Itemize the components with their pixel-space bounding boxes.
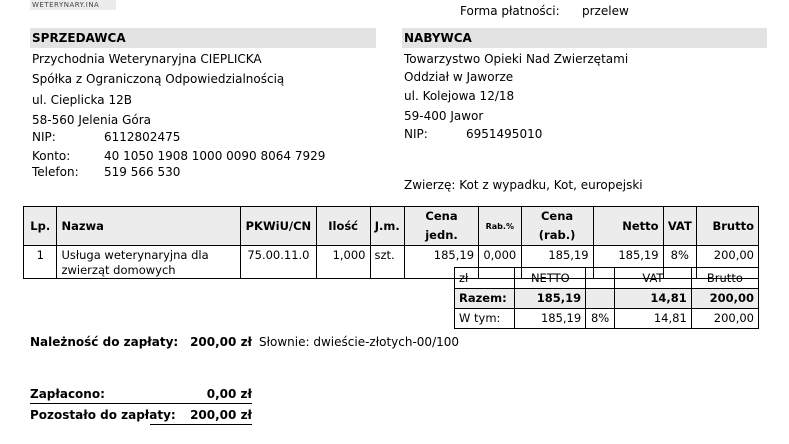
summary-col-net: NETTO: [515, 268, 586, 289]
paid-label: Zapłacono:: [30, 387, 105, 401]
col-header-unit: J.m.: [370, 207, 404, 246]
seller-phone-value: 519 566 530: [104, 165, 181, 179]
item-net: 185,19: [593, 246, 663, 279]
vat-summary-table: [454, 267, 759, 329]
summary-total-net: 185,19: [515, 289, 586, 309]
col-header-price: Cena jedn.: [404, 207, 478, 246]
buyer-name: Towarzystwo Opieki Nad Zwierzętami: [404, 52, 629, 66]
seller-account-label: Konto:: [32, 149, 71, 163]
summary-incl-vat: 14,81: [614, 309, 691, 329]
paid-divider: [30, 403, 252, 404]
item-qty: 1,000: [316, 246, 370, 279]
amount-due-label: Należność do zapłaty:: [30, 335, 179, 349]
seller-section-title: SPRZEDAWCA: [30, 28, 376, 48]
item-name: [57, 246, 241, 279]
seller-nip-label: NIP:: [32, 130, 56, 144]
item-unit: szt.: [370, 246, 404, 279]
buyer-nip-value: 6951495010: [466, 127, 543, 141]
summary-incl-rate: 8%: [586, 309, 615, 329]
summary-incl-gross: 200,00: [691, 309, 758, 329]
col-header-pkwiu: PKWiU/CN: [241, 207, 317, 246]
summary-total-label: Razem:: [455, 289, 515, 309]
amount-due-value: 200,00 zł: [190, 335, 252, 349]
summary-incl-label: W tym:: [455, 309, 515, 329]
paid-value: 0,00 zł: [206, 387, 252, 401]
col-header-net: Netto: [593, 207, 663, 246]
seller-account-value: 40 1050 1908 1000 0090 8064 7929: [104, 149, 326, 163]
summary-col-vat: VAT: [614, 268, 691, 289]
item-name-line2: zwierząt domowych: [61, 263, 176, 277]
item-pkwiu: 75.00.11.0: [241, 246, 317, 279]
item-name-line1: Usługa weterynaryjna dla: [61, 248, 209, 262]
company-logo: WETERYNARY.INA: [30, 0, 116, 10]
buyer-branch: Oddział w Jaworze: [404, 70, 514, 84]
buyer-city: 59-400 Jawor: [404, 109, 484, 123]
remaining-value: 200,00 zł: [190, 408, 252, 422]
summary-total-vat: 14,81: [614, 289, 691, 309]
summary-col-rate: [586, 268, 615, 289]
seller-nip-value: 6112802475: [104, 130, 181, 144]
seller-street: ul. Cieplicka 12B: [32, 93, 132, 107]
col-header-lp: Lp.: [24, 207, 57, 246]
col-header-price-disc: Cena (rab.): [521, 207, 593, 246]
payment-method-label: Forma płatności:: [460, 4, 560, 18]
col-header-qty: Ilość: [316, 207, 370, 246]
remaining-underline: [150, 424, 252, 425]
col-header-vat: VAT: [663, 207, 696, 246]
buyer-section-title: NABYWCA: [402, 28, 767, 48]
summary-incl-net: 185,19: [515, 309, 586, 329]
summary-total-gross: 200,00: [691, 289, 758, 309]
buyer-street: ul. Kolejowa 12/18: [404, 89, 515, 103]
summary-incl-row: [455, 309, 759, 329]
summary-col-gross: Brutto: [691, 268, 758, 289]
item-lp: 1: [24, 246, 57, 279]
col-header-discount: Rab.%: [479, 207, 522, 246]
summary-total-row: [455, 289, 759, 309]
seller-city: 58-560 Jelenia Góra: [32, 113, 151, 127]
item-gross: 200,00: [697, 246, 759, 279]
item-vat: 8%: [663, 246, 696, 279]
item-discount: 0,000: [479, 246, 522, 279]
item-price: 185,19: [404, 246, 478, 279]
amount-in-words: Słownie: dwieście-złotych-00/100: [259, 335, 460, 349]
buyer-nip-label: NIP:: [404, 127, 428, 141]
summary-header-row: [455, 268, 759, 289]
col-header-gross: Brutto: [697, 207, 759, 246]
item-price-disc: 185,19: [521, 246, 593, 279]
seller-legal-form: Spółka z Ograniczoną Odpowiedzialnością: [32, 72, 285, 86]
remaining-label: Pozostało do zapłaty:: [30, 408, 176, 422]
summary-currency: zł: [455, 268, 515, 289]
summary-total-rate: [586, 289, 615, 309]
payment-method-value: przelew: [582, 4, 629, 18]
animal-info: Zwierzę: Kot z wypadku, Kot, europejski: [404, 178, 643, 192]
col-header-name: Nazwa: [57, 207, 241, 246]
items-header-row: [24, 207, 759, 246]
seller-phone-label: Telefon:: [32, 165, 79, 179]
seller-name: Przychodnia Weterynaryjna CIEPLICKA: [32, 52, 262, 66]
